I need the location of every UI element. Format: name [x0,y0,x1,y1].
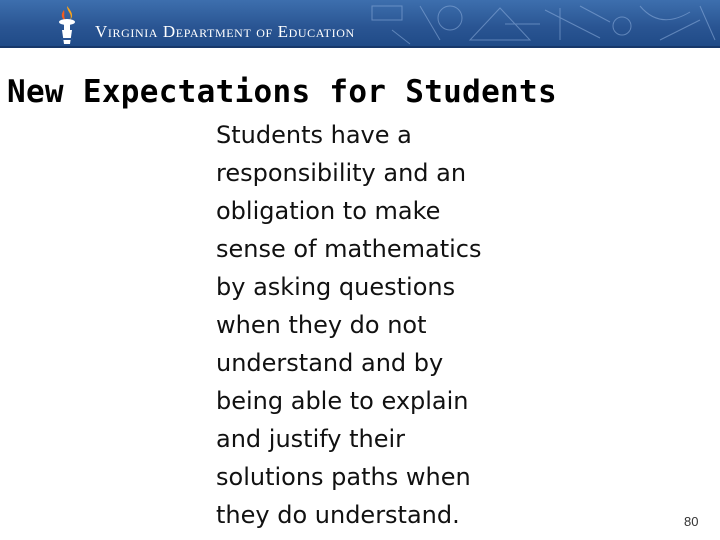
organization-name: Virginia Department of Education [95,22,355,41]
header-banner [0,0,720,48]
body-line: understand and by [216,349,444,377]
page-number: 80 [684,514,699,529]
body-line: and justify their [216,425,406,453]
body-line: responsibility and an [216,159,467,187]
slide-body [216,116,616,534]
body-line: by asking questions [216,273,456,301]
slide-title: New Expectations for Students [7,74,557,110]
body-line: solutions paths when [216,463,471,491]
body-line: sense of mathematics [216,235,482,263]
body-line: when they do not [216,311,427,339]
header-divider [0,46,720,48]
body-line: obligation to make [216,197,441,225]
body-line: being able to explain [216,387,469,415]
body-line: they do understand. [216,501,460,529]
body-line: Students have a [216,121,412,149]
torch-icon [50,4,84,46]
